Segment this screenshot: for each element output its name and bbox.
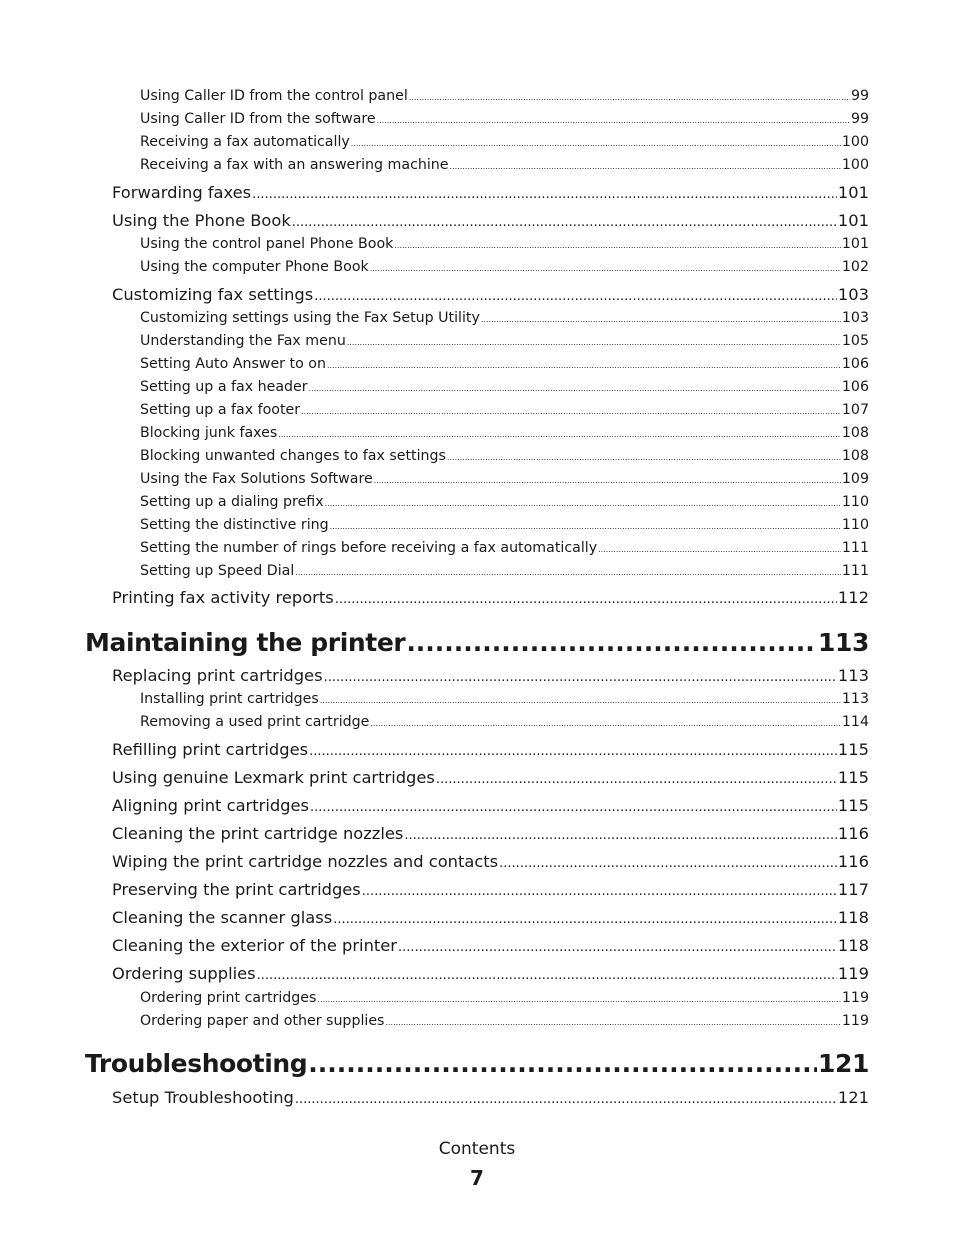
toc-entry-title: Replacing print cartridges [112, 666, 323, 685]
toc-entry-title: Refilling print cartridges [112, 740, 309, 759]
toc-section-entry[interactable] [112, 183, 869, 205]
toc-entry-page-number: 109 [841, 471, 869, 487]
toc-entry-title: Troubleshooting [85, 1049, 308, 1078]
toc-entry-page-number: 102 [841, 259, 869, 275]
toc-section-entry[interactable] [112, 824, 869, 846]
toc-entry-title: Ordering paper and other supplies [140, 1013, 385, 1029]
toc-subsection-entry[interactable] [140, 310, 869, 330]
toc-entry-page-number: 108 [841, 425, 869, 441]
toc-entry-title: Printing fax activity reports [112, 588, 334, 607]
toc-subsection-entry[interactable] [140, 540, 869, 560]
toc-entry-title: Customizing settings using the Fax Setup Utility [140, 310, 480, 326]
toc-dot-leader [394, 241, 841, 250]
toc-entry-title: Installing print cartridges [140, 691, 319, 707]
toc-section-entry[interactable] [112, 936, 869, 958]
toc-dot-leader [370, 719, 841, 728]
toc-dot-leader [292, 215, 837, 230]
toc-entry-title: Setting the distinctive ring [140, 517, 329, 533]
toc-entry-page-number: 110 [841, 517, 869, 533]
toc-dot-leader [374, 476, 841, 485]
toc-entry-page-number: 115 [837, 740, 869, 759]
toc-subsection-entry[interactable] [140, 134, 869, 154]
toc-subsection-entry[interactable] [140, 714, 869, 734]
toc-entry-title: Cleaning the exterior of the printer [112, 936, 397, 955]
toc-subsection-entry[interactable] [140, 88, 869, 108]
toc-section-entry[interactable] [112, 588, 869, 610]
toc-section-entry[interactable] [112, 964, 869, 986]
footer-section-label: Contents [438, 1139, 516, 1159]
toc-dot-leader [309, 744, 837, 759]
toc-subsection-entry[interactable] [140, 333, 869, 353]
toc-dot-leader [314, 289, 837, 304]
toc-entry-page-number: 113 [818, 628, 869, 657]
toc-section-entry[interactable] [112, 285, 869, 307]
toc-entry-title: Cleaning the print cartridge nozzles [112, 824, 404, 843]
toc-entry-title: Using Caller ID from the software [140, 111, 376, 127]
toc-subsection-entry[interactable] [140, 448, 869, 468]
toc-subsection-entry[interactable] [140, 379, 869, 399]
toc-entry-page-number: 112 [837, 588, 869, 607]
toc-entry-title: Receiving a fax with an answering machine [140, 157, 449, 173]
toc-section-entry[interactable] [112, 666, 869, 688]
toc-dot-leader [301, 407, 841, 416]
toc-dot-leader [362, 884, 837, 899]
toc-entry-page-number: 115 [837, 768, 869, 787]
toc-chapter-entry[interactable] [85, 1049, 869, 1081]
toc-dot-leader [310, 800, 837, 815]
toc-dot-leader [370, 264, 841, 273]
toc-dot-leader [324, 670, 837, 685]
toc-entry-page-number: 119 [841, 1013, 869, 1029]
toc-subsection-entry[interactable] [140, 259, 869, 279]
toc-entry-page-number: 118 [837, 936, 869, 955]
toc-entry-page-number: 113 [841, 691, 869, 707]
toc-dot-leader [436, 772, 837, 787]
toc-subsection-entry[interactable] [140, 691, 869, 711]
toc-entry-page-number: 114 [841, 714, 869, 730]
toc-entry-title: Maintaining the printer [85, 628, 406, 657]
toc-section-entry[interactable] [112, 852, 869, 874]
toc-section-entry[interactable] [112, 796, 869, 818]
toc-dot-leader [295, 1092, 837, 1107]
toc-entry-page-number: 111 [841, 540, 869, 556]
toc-section-entry[interactable] [112, 908, 869, 930]
toc-entry-title: Wiping the print cartridge nozzles and contacts [112, 852, 499, 871]
toc-entry-title: Setting the number of rings before receiving a fax automatically [140, 540, 598, 556]
toc-entry-title: Preserving the print cartridges [112, 880, 361, 899]
toc-subsection-entry[interactable] [140, 402, 869, 422]
toc-entry-page-number: 101 [841, 236, 869, 252]
toc-entry-title: Understanding the Fax menu [140, 333, 346, 349]
toc-entry-title: Aligning print cartridges [112, 796, 310, 815]
toc-entry-page-number: 100 [841, 157, 869, 173]
toc-entry-page-number: 106 [841, 356, 869, 372]
toc-subsection-entry[interactable] [140, 236, 869, 256]
toc-dot-leader [278, 430, 841, 439]
toc-entry-page-number: 119 [837, 964, 869, 983]
toc-entry-page-number: 113 [837, 666, 869, 685]
toc-dot-leader [377, 116, 850, 125]
toc-entry-page-number: 110 [841, 494, 869, 510]
toc-entry-title: Setting up a fax footer [140, 402, 301, 418]
toc-dot-leader [406, 628, 817, 657]
toc-entry-title: Using genuine Lexmark print cartridges [112, 768, 435, 787]
toc-dot-leader [398, 940, 837, 955]
toc-entry-page-number: 111 [841, 563, 869, 579]
toc-entry-page-number: 115 [837, 796, 869, 815]
toc-entry-page-number: 99 [850, 88, 869, 104]
toc-entry-title: Setting up a fax header [140, 379, 308, 395]
toc-entry-title: Using Caller ID from the control panel [140, 88, 408, 104]
toc-entry-title: Setting up a dialing prefix [140, 494, 324, 510]
toc-dot-leader [385, 1018, 840, 1027]
toc-dot-leader [257, 968, 837, 983]
toc-dot-leader [404, 828, 837, 843]
toc-entry-page-number: 107 [841, 402, 869, 418]
toc-entry-page-number: 116 [837, 852, 869, 871]
toc-dot-leader [347, 338, 841, 347]
toc-entry-page-number: 119 [841, 990, 869, 1006]
toc-entry-page-number: 103 [837, 285, 869, 304]
toc-entry-title: Ordering supplies [112, 964, 256, 983]
toc-entry-page-number: 116 [837, 824, 869, 843]
toc-subsection-entry[interactable] [140, 494, 869, 514]
toc-dot-leader [330, 522, 841, 531]
toc-subsection-entry[interactable] [140, 157, 869, 177]
toc-entry-page-number: 108 [841, 448, 869, 464]
toc-entry-title: Setup Troubleshooting [112, 1088, 294, 1107]
toc-entry-page-number: 99 [850, 111, 869, 127]
toc-dot-leader [447, 453, 841, 462]
toc-dot-leader [325, 499, 841, 508]
toc-entry-title: Blocking junk faxes [140, 425, 278, 441]
toc-entry-page-number: 101 [837, 183, 869, 202]
toc-section-entry[interactable] [112, 211, 869, 233]
toc-dot-leader [481, 315, 841, 324]
toc-entry-page-number: 117 [837, 880, 869, 899]
toc-entry-page-number: 105 [841, 333, 869, 349]
toc-entry-title: Cleaning the scanner glass [112, 908, 333, 927]
toc-entry-page-number: 121 [837, 1088, 869, 1107]
toc-entry-title: Setting up Speed Dial [140, 563, 295, 579]
toc-entry-page-number: 100 [841, 134, 869, 150]
toc-entry-title: Forwarding faxes [112, 183, 252, 202]
toc-dot-leader [327, 361, 841, 370]
toc-subsection-entry[interactable] [140, 471, 869, 491]
toc-dot-leader [320, 696, 841, 705]
toc-dot-leader [450, 162, 841, 171]
toc-dot-leader [598, 545, 841, 554]
toc-dot-leader [409, 93, 850, 102]
toc-subsection-entry[interactable] [140, 356, 869, 376]
toc-entry-title: Using the Phone Book [112, 211, 291, 230]
toc-entry-title: Setting Auto Answer to on [140, 356, 326, 372]
toc-section-entry[interactable] [112, 768, 869, 790]
toc-entry-page-number: 121 [818, 1049, 869, 1078]
toc-dot-leader [308, 1049, 817, 1078]
toc-entry-title: Customizing fax settings [112, 285, 314, 304]
toc-entry-page-number: 118 [837, 908, 869, 927]
toc-section-entry[interactable] [112, 740, 869, 762]
toc-entry-page-number: 101 [837, 211, 869, 230]
toc-dot-leader [333, 912, 837, 927]
toc-section-entry[interactable] [112, 1088, 869, 1110]
toc-dot-leader [351, 139, 841, 148]
toc-entry-title: Using the control panel Phone Book [140, 236, 394, 252]
toc-subsection-entry[interactable] [140, 563, 869, 583]
footer-page-number: 7 [470, 1166, 484, 1190]
toc-entry-title: Using the Fax Solutions Software [140, 471, 373, 487]
toc-subsection-entry[interactable] [140, 517, 869, 537]
toc-subsection-entry[interactable] [140, 111, 869, 131]
toc-entry-title: Receiving a fax automatically [140, 134, 350, 150]
toc-section-entry[interactable] [112, 880, 869, 902]
toc-dot-leader [309, 384, 841, 393]
toc-chapter-entry[interactable] [85, 628, 869, 660]
toc-entry-title: Ordering print cartridges [140, 990, 317, 1006]
toc-dot-leader [499, 856, 837, 871]
toc-entry-title: Blocking unwanted changes to fax settings [140, 448, 446, 464]
toc-dot-leader [252, 187, 837, 202]
toc-entry-page-number: 103 [841, 310, 869, 326]
toc-subsection-entry[interactable] [140, 990, 869, 1010]
toc-dot-leader [295, 568, 841, 577]
toc-dot-leader [335, 592, 837, 607]
toc-dot-leader [317, 995, 840, 1004]
toc-entry-title: Using the computer Phone Book [140, 259, 369, 275]
toc-subsection-entry[interactable] [140, 425, 869, 445]
toc-entry-page-number: 106 [841, 379, 869, 395]
toc-subsection-entry[interactable] [140, 1013, 869, 1033]
toc-entry-title: Removing a used print cartridge [140, 714, 370, 730]
